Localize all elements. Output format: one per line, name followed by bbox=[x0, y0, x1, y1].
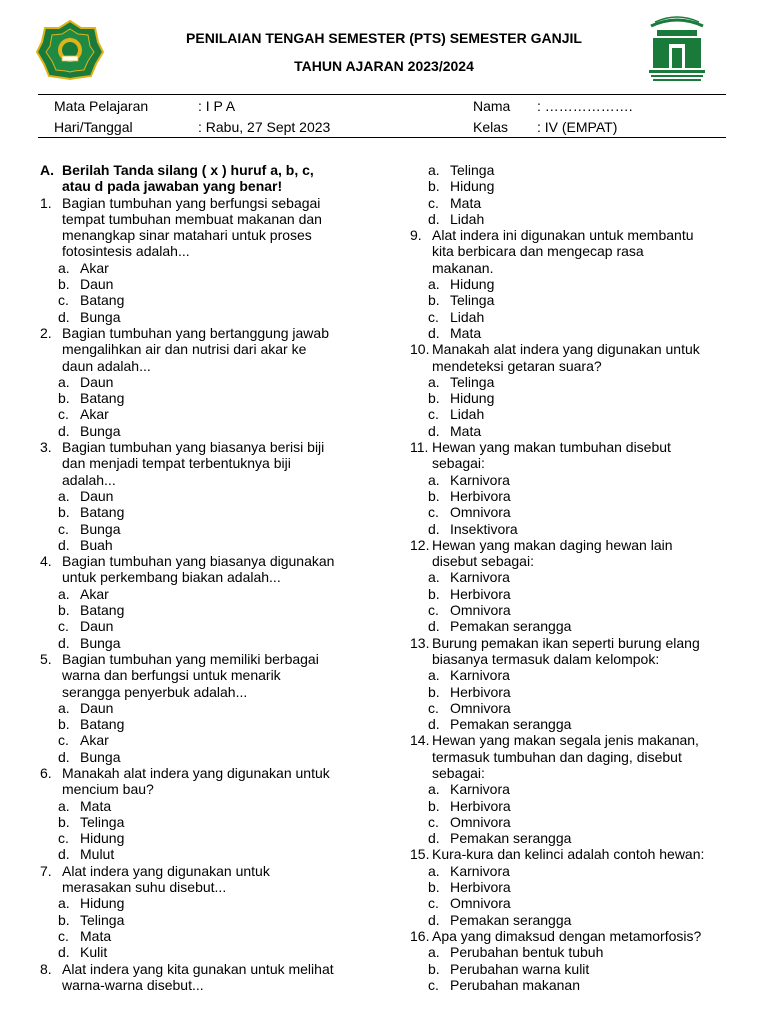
answer-option bbox=[40, 846, 370, 862]
answer-option bbox=[40, 814, 370, 830]
option-text: Perubahan makanan bbox=[450, 976, 580, 993]
option-text: Akar bbox=[80, 259, 109, 276]
question-item bbox=[40, 439, 370, 455]
answer-option bbox=[410, 814, 740, 830]
question-item bbox=[410, 341, 740, 357]
option-text: Bunga bbox=[80, 748, 121, 765]
option-letter: c. bbox=[58, 520, 69, 537]
question-item bbox=[40, 863, 370, 879]
option-text: Telinga bbox=[450, 162, 495, 178]
question-text: Bagian tumbuhan yang biasanya berisi biji bbox=[62, 439, 325, 456]
answer-option bbox=[410, 944, 740, 960]
question-text-continued: adalah... bbox=[62, 471, 116, 488]
answer-option bbox=[40, 537, 370, 553]
option-text: Akar bbox=[80, 732, 109, 749]
question-item bbox=[40, 961, 370, 977]
option-text: Akar bbox=[80, 585, 109, 602]
option-text: Lidah bbox=[450, 210, 485, 227]
option-text: Herbivora bbox=[450, 585, 511, 602]
question-text-continued: mencium bau? bbox=[62, 781, 154, 798]
option-letter: d. bbox=[58, 748, 70, 765]
answer-option bbox=[410, 390, 740, 406]
answer-option bbox=[410, 912, 740, 928]
question-text: Burung pemakan ikan seperti burung elang bbox=[432, 634, 700, 651]
option-text: Hidung bbox=[450, 178, 495, 195]
question-number: 1. bbox=[40, 194, 52, 211]
answer-option bbox=[410, 700, 740, 716]
answer-option bbox=[410, 374, 740, 390]
option-letter: b. bbox=[428, 683, 440, 700]
option-letter: b. bbox=[428, 390, 440, 407]
option-text: Telinga bbox=[80, 911, 125, 928]
option-letter: a. bbox=[428, 944, 440, 961]
option-text: Insektivora bbox=[450, 520, 518, 537]
answer-option bbox=[410, 618, 740, 634]
exam-title: PENILAIAN TENGAH SEMESTER (PTS) SEMESTER GANJIL bbox=[186, 30, 582, 46]
question-text-continued: merasakan suhu disebut... bbox=[62, 879, 227, 896]
option-text: Hidung bbox=[450, 276, 495, 293]
option-text: Karnivora bbox=[450, 781, 510, 798]
answer-option bbox=[410, 781, 740, 797]
question-text-continued: menangkap sinar matahari untuk proses bbox=[62, 227, 312, 244]
answer-option bbox=[40, 928, 370, 944]
question-text-continued: warna dan berfungsi untuk menarik bbox=[62, 667, 281, 684]
question-text: Hewan yang makan segala jenis makanan, bbox=[432, 732, 699, 749]
option-letter: d. bbox=[428, 911, 440, 928]
answer-option bbox=[410, 406, 740, 422]
option-letter: c. bbox=[58, 732, 69, 749]
header-divider-top bbox=[38, 94, 726, 95]
option-text: Mata bbox=[450, 194, 482, 211]
option-text: Kulit bbox=[80, 944, 108, 961]
option-text: Buah bbox=[80, 536, 113, 553]
answer-option bbox=[410, 667, 740, 683]
option-letter: b. bbox=[428, 487, 440, 504]
option-text: Pemakan serangga bbox=[450, 618, 572, 635]
answer-option bbox=[40, 488, 370, 504]
question-text: Apa yang dimaksud dengan metamorfosis? bbox=[432, 927, 702, 944]
answer-option bbox=[410, 798, 740, 814]
answer-option bbox=[40, 830, 370, 846]
answer-option bbox=[40, 716, 370, 732]
question-item bbox=[410, 439, 740, 455]
answer-option bbox=[410, 309, 740, 325]
nama-label: Nama bbox=[473, 98, 511, 114]
option-letter: b. bbox=[428, 960, 440, 977]
question-text-continued: serangga penyerbuk adalah... bbox=[62, 683, 248, 700]
kelas-value: : IV (EMPAT) bbox=[537, 119, 618, 135]
option-letter: c. bbox=[428, 504, 439, 521]
option-letter: c. bbox=[58, 406, 69, 423]
answer-option bbox=[40, 895, 370, 911]
question-item bbox=[410, 537, 740, 553]
mapel-value: : I P A bbox=[198, 98, 236, 114]
option-text: Daun bbox=[80, 276, 114, 293]
option-text: Herbivora bbox=[450, 487, 511, 504]
answer-option bbox=[40, 504, 370, 520]
option-letter: a. bbox=[428, 862, 440, 879]
option-text: Mata bbox=[80, 797, 112, 814]
option-letter: a. bbox=[58, 585, 70, 602]
option-letter: a. bbox=[428, 667, 440, 684]
option-text: Mata bbox=[80, 927, 112, 944]
option-text: Omnivora bbox=[450, 895, 511, 912]
question-item bbox=[40, 195, 370, 211]
option-text: Batang bbox=[80, 602, 125, 619]
option-text: Daun bbox=[80, 487, 114, 504]
answer-option bbox=[410, 521, 740, 537]
question-number: 12. bbox=[410, 536, 430, 553]
option-text: Daun bbox=[80, 699, 114, 716]
option-text: Telinga bbox=[80, 813, 125, 830]
option-letter: a. bbox=[428, 162, 440, 178]
question-number: 6. bbox=[40, 764, 52, 781]
option-letter: a. bbox=[58, 487, 70, 504]
question-item bbox=[40, 325, 370, 341]
question-text: Manakah alat indera yang digunakan untuk bbox=[432, 341, 700, 358]
option-letter: d. bbox=[428, 830, 440, 847]
option-text: Karnivora bbox=[450, 471, 510, 488]
question-number: 10. bbox=[410, 341, 430, 358]
answer-option bbox=[40, 390, 370, 406]
questions-right bbox=[410, 162, 740, 993]
answer-option bbox=[40, 798, 370, 814]
question-item bbox=[410, 227, 740, 243]
answer-option bbox=[40, 292, 370, 308]
answer-option bbox=[40, 944, 370, 960]
option-letter: c. bbox=[428, 895, 439, 912]
question-text-continued: dan menjadi tempat terbentuknya biji bbox=[62, 455, 291, 472]
option-text: Omnivora bbox=[450, 699, 511, 716]
question-item bbox=[40, 651, 370, 667]
question-number: 3. bbox=[40, 439, 52, 456]
question-text: Manakah alat indera yang digunakan untuk bbox=[62, 764, 330, 781]
answer-option bbox=[410, 977, 740, 993]
option-text: Batang bbox=[80, 390, 125, 407]
answer-option bbox=[410, 472, 740, 488]
option-text: Bunga bbox=[80, 308, 121, 325]
option-letter: d. bbox=[58, 846, 70, 863]
question-text-continued: untuk perkembang biakan adalah... bbox=[62, 569, 281, 586]
option-letter: d. bbox=[428, 716, 440, 733]
question-text-continued: daun adalah... bbox=[62, 357, 151, 374]
option-letter: c. bbox=[428, 602, 439, 619]
question-number: 16. bbox=[410, 927, 430, 944]
answer-option bbox=[410, 961, 740, 977]
answer-option bbox=[410, 423, 740, 439]
question-text-continued: mendeteksi getaran suara? bbox=[432, 357, 602, 374]
option-letter: b. bbox=[58, 504, 70, 521]
answer-option bbox=[410, 504, 740, 520]
nama-value: : ………………. bbox=[537, 98, 633, 114]
option-letter: d. bbox=[428, 324, 440, 341]
questions-left bbox=[40, 195, 370, 994]
answer-option bbox=[40, 700, 370, 716]
hari-label: Hari/Tanggal bbox=[54, 119, 133, 135]
mapel-label: Mata Pelajaran bbox=[54, 98, 149, 114]
option-text: Daun bbox=[80, 618, 114, 635]
header-divider-bottom bbox=[38, 137, 726, 138]
question-text-continued: makanan. bbox=[432, 259, 494, 276]
option-letter: b. bbox=[58, 911, 70, 928]
option-letter: c. bbox=[58, 618, 69, 635]
answer-option bbox=[40, 635, 370, 651]
option-letter: c. bbox=[58, 830, 69, 847]
option-text: Batang bbox=[80, 292, 125, 309]
option-letter: a. bbox=[428, 569, 440, 586]
option-letter: d. bbox=[58, 944, 70, 961]
answer-option bbox=[410, 830, 740, 846]
option-letter: a. bbox=[58, 797, 70, 814]
option-letter: c. bbox=[428, 194, 439, 211]
question-number: 5. bbox=[40, 650, 52, 667]
answer-option bbox=[40, 276, 370, 292]
question-text-continued: termasuk tumbuhan dan daging, disebut bbox=[432, 748, 682, 765]
question-text-continued: mengalihkan air dan nutrisi dari akar ke bbox=[62, 341, 307, 358]
option-letter: b. bbox=[428, 879, 440, 896]
question-item bbox=[410, 846, 740, 862]
option-letter: d. bbox=[428, 422, 440, 439]
question-item bbox=[40, 553, 370, 569]
option-text: Batang bbox=[80, 504, 125, 521]
question-text: Alat indera yang digunakan untuk bbox=[62, 862, 270, 879]
option-text: Omnivora bbox=[450, 504, 511, 521]
exam-year: TAHUN AJARAN 2023/2024 bbox=[294, 58, 474, 74]
instruction-line-2: atau d pada jawaban yang benar! bbox=[62, 178, 283, 195]
question-text-continued: fotosintesis adalah... bbox=[62, 243, 190, 260]
option-text: Bunga bbox=[80, 634, 121, 651]
answer-option bbox=[40, 602, 370, 618]
question-text: Alat indera ini digunakan untuk membantu bbox=[432, 227, 694, 244]
answer-option bbox=[410, 569, 740, 585]
right-column bbox=[410, 162, 740, 993]
option-letter: c. bbox=[428, 406, 439, 423]
question-text-continued: kita berbicara dan mengecap rasa bbox=[432, 243, 644, 260]
answer-option bbox=[40, 618, 370, 634]
option-text: Karnivora bbox=[450, 862, 510, 879]
option-letter: b. bbox=[58, 602, 70, 619]
option-letter: b. bbox=[58, 716, 70, 733]
option-text: Pemakan serangga bbox=[450, 911, 572, 928]
option-letter: c. bbox=[428, 699, 439, 716]
question-text: Bagian tumbuhan yang biasanya digunakan bbox=[62, 553, 335, 570]
question-text-continued: sebagai: bbox=[432, 455, 485, 472]
kelas-label: Kelas bbox=[473, 119, 509, 135]
instruction-line-1: Berilah Tanda silang ( x ) huruf a, b, c, bbox=[62, 162, 314, 178]
option-letter: d. bbox=[428, 618, 440, 635]
option-letter: b. bbox=[428, 585, 440, 602]
option-letter: d. bbox=[58, 536, 70, 553]
option-letter: d. bbox=[428, 210, 440, 227]
option-letter: b. bbox=[428, 797, 440, 814]
option-text: Karnivora bbox=[450, 569, 510, 586]
question-number: 14. bbox=[410, 732, 430, 749]
question-text-continued: sebagai: bbox=[432, 764, 485, 781]
answer-option bbox=[410, 211, 740, 227]
question-text-continued: warna-warna disebut... bbox=[62, 976, 204, 993]
question-text: Bagian tumbuhan yang berfungsi sebagai bbox=[62, 194, 321, 211]
answer-option bbox=[40, 732, 370, 748]
answer-option bbox=[410, 292, 740, 308]
option-letter: b. bbox=[428, 178, 440, 195]
option-letter: d. bbox=[58, 308, 70, 325]
section-letter: A. bbox=[40, 162, 54, 178]
option-text: Telinga bbox=[450, 373, 495, 390]
answer-option bbox=[40, 423, 370, 439]
option-text: Daun bbox=[80, 373, 114, 390]
question-number: 11. bbox=[410, 439, 429, 456]
question-item bbox=[410, 928, 740, 944]
option-letter: a. bbox=[58, 895, 70, 912]
option-letter: a. bbox=[58, 259, 70, 276]
answer-option bbox=[40, 912, 370, 928]
option-text: Mata bbox=[450, 422, 482, 439]
question-text: Kura-kura dan kelinci adalah contoh hewan: bbox=[432, 846, 705, 863]
answer-option bbox=[410, 879, 740, 895]
option-letter: c. bbox=[58, 292, 69, 309]
question-number: 13. bbox=[410, 634, 430, 651]
question-text: Alat indera yang kita gunakan untuk melihat bbox=[62, 960, 334, 977]
option-text: Herbivora bbox=[450, 683, 511, 700]
option-letter: a. bbox=[58, 699, 70, 716]
answer-option bbox=[410, 276, 740, 292]
option-text: Karnivora bbox=[450, 667, 510, 684]
answer-option bbox=[40, 406, 370, 422]
option-text: Mulut bbox=[80, 846, 115, 863]
answer-option bbox=[410, 488, 740, 504]
option-letter: a. bbox=[58, 373, 70, 390]
question-item bbox=[40, 765, 370, 781]
option-letter: a. bbox=[428, 471, 440, 488]
hari-value: : Rabu, 27 Sept 2023 bbox=[198, 119, 331, 135]
left-column bbox=[40, 162, 370, 993]
option-text: Omnivora bbox=[450, 602, 511, 619]
option-letter: b. bbox=[58, 276, 70, 293]
option-text: Mata bbox=[450, 324, 482, 341]
option-text: Omnivora bbox=[450, 813, 511, 830]
option-text: Pemakan serangga bbox=[450, 830, 572, 847]
answer-option bbox=[410, 716, 740, 732]
option-text: Batang bbox=[80, 716, 125, 733]
option-text: Telinga bbox=[450, 292, 495, 309]
answer-option bbox=[410, 684, 740, 700]
option-letter: d. bbox=[58, 634, 70, 651]
option-text: Bunga bbox=[80, 520, 121, 537]
answer-option bbox=[40, 586, 370, 602]
option-letter: c. bbox=[428, 308, 439, 325]
question-number: 15. bbox=[410, 846, 430, 863]
option-text: Perubahan warna kulit bbox=[450, 960, 590, 977]
answer-option bbox=[410, 195, 740, 211]
option-letter: c. bbox=[428, 976, 439, 993]
option-text: Akar bbox=[80, 406, 109, 423]
option-text: Hidung bbox=[80, 895, 125, 912]
question-text-continued: tempat tumbuhan membuat makanan dan bbox=[62, 210, 322, 227]
option-text: Lidah bbox=[450, 308, 485, 325]
answer-option bbox=[40, 309, 370, 325]
question-text: Hewan yang makan daging hewan lain bbox=[432, 536, 673, 553]
answer-option bbox=[410, 325, 740, 341]
answer-option bbox=[410, 602, 740, 618]
question-text: Bagian tumbuhan yang bertanggung jawab bbox=[62, 324, 329, 341]
answer-option bbox=[410, 863, 740, 879]
question-number: 9. bbox=[410, 227, 422, 244]
option-text: Perubahan bentuk tubuh bbox=[450, 944, 604, 961]
answer-option bbox=[410, 162, 740, 178]
question-text-continued: biasanya termasuk dalam kelompok: bbox=[432, 650, 660, 667]
option-text: Pemakan serangga bbox=[450, 716, 572, 733]
question-item bbox=[410, 635, 740, 651]
option-text: Lidah bbox=[450, 406, 485, 423]
option-letter: a. bbox=[428, 781, 440, 798]
option-text: Bunga bbox=[80, 422, 121, 439]
answer-option bbox=[410, 895, 740, 911]
option-letter: b. bbox=[428, 292, 440, 309]
option-letter: b. bbox=[58, 390, 70, 407]
option-letter: d. bbox=[428, 520, 440, 537]
option-text: Herbivora bbox=[450, 797, 511, 814]
question-number: 2. bbox=[40, 324, 52, 341]
question-text: Hewan yang makan tumbuhan disebut bbox=[432, 439, 671, 456]
question-text-continued: disebut sebagai: bbox=[432, 553, 534, 570]
option-letter: d. bbox=[58, 422, 70, 439]
option-letter: a. bbox=[428, 276, 440, 293]
section-instruction bbox=[40, 162, 370, 178]
question-item bbox=[410, 732, 740, 748]
option-text: Herbivora bbox=[450, 879, 511, 896]
answer-option bbox=[410, 178, 740, 194]
answer-option bbox=[40, 374, 370, 390]
question-number: 8. bbox=[40, 960, 52, 977]
answer-option bbox=[40, 521, 370, 537]
answer-option bbox=[40, 749, 370, 765]
question-text: Bagian tumbuhan yang memiliki berbagai bbox=[62, 650, 319, 667]
question-number: 4. bbox=[40, 553, 52, 570]
option-letter: c. bbox=[428, 813, 439, 830]
question-number: 7. bbox=[40, 862, 52, 879]
option-text: Hidung bbox=[80, 830, 125, 847]
option-letter: b. bbox=[58, 813, 70, 830]
option-letter: c. bbox=[58, 927, 69, 944]
answer-option bbox=[410, 586, 740, 602]
option-text: Hidung bbox=[450, 390, 495, 407]
option-letter: a. bbox=[428, 373, 440, 390]
answer-option bbox=[40, 260, 370, 276]
